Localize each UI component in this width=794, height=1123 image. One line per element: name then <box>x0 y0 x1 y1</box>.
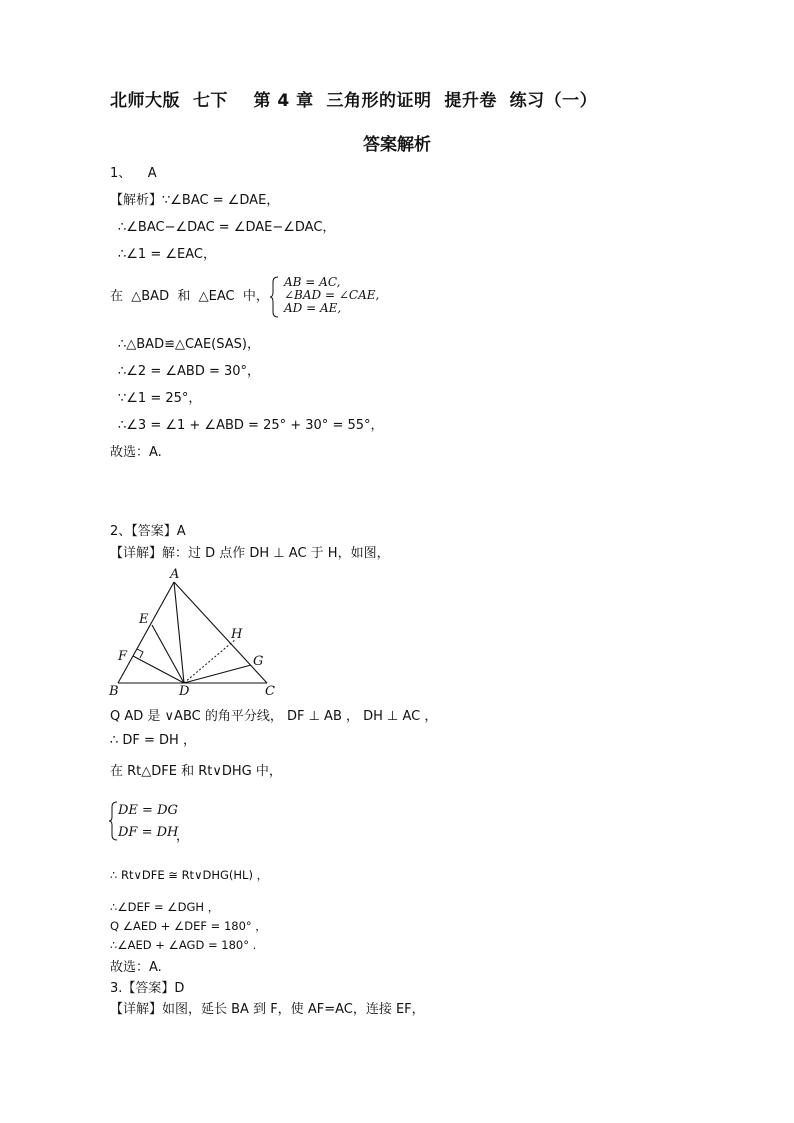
label-h: H <box>231 627 243 642</box>
q2-number: 2、【答案】A <box>110 524 186 539</box>
document-title: 北师大版 七下 第 4 章 三角形的证明 提升卷 练习（一） <box>110 91 598 111</box>
q1-line-6: ∴∠2 = ∠ABD = 30°， <box>118 364 261 379</box>
label-b: B <box>109 684 119 699</box>
q2-line-4: 在 Rt△DFE 和 Rt∨DHG 中， <box>110 764 282 779</box>
q2-system-eq-1: DE = DG <box>118 803 178 818</box>
q1-line-4: 在 △BAD 和 △EAC 中， <box>110 289 269 304</box>
q1-equation-system <box>276 276 379 315</box>
label-c: C <box>265 684 275 699</box>
q2-system-end: ， <box>176 829 190 844</box>
q1-line-1: 【解析】∵∠BAC = ∠DAE， <box>110 193 280 208</box>
label-g: G <box>253 654 264 669</box>
q2-line-1: 【详解】解：过 D 点作 DH ⊥ AC 于 H，如图， <box>110 546 390 561</box>
q1-line-8: ∴∠3 = ∠1 + ∠ABD = 25° + 30° = 55°， <box>118 418 384 433</box>
q2-line-3: ∴ DF = DH ， <box>110 733 196 748</box>
label-e: E <box>139 612 149 627</box>
q2-line-7: Q ∠AED + ∠DEF = 180° ， <box>110 919 267 933</box>
q2-line-8: ∴∠AED + ∠AGD = 180° . <box>110 938 257 952</box>
q1-line-5: ∴△BAD≌△CAE(SAS)， <box>118 337 260 352</box>
q1-number: 1、 A <box>110 166 157 181</box>
q2-equation-system <box>110 800 178 844</box>
document-subtitle: 答案解析 <box>363 135 431 155</box>
label-f: F <box>118 649 128 664</box>
q1-line-7: ∵∠1 = 25°， <box>118 391 202 406</box>
q1-line-3: ∴∠1 = ∠EAC， <box>118 247 216 262</box>
q1-system-eq-1: AB = AC, <box>284 275 341 289</box>
q2-line-2: Q AD 是 ∨ABC 的角平分线， DF ⊥ AB ， DH ⊥ AC ， <box>110 709 438 724</box>
q2-line-5: ∴ Rt∨DFE ≅ Rt∨DHG(HL) ， <box>110 868 269 882</box>
q3-line-1: 【详解】如图，延长 BA 到 F，使 AF=AC，连接 EF， <box>110 1002 425 1017</box>
q1-line-2: ∴∠BAC−∠DAC = ∠DAE−∠DAC， <box>118 220 336 235</box>
q2-line-9: 故选：A. <box>110 960 162 975</box>
q2-system-eq-2: DF = DH <box>118 825 179 840</box>
triangle-figure <box>105 565 290 700</box>
q1-system-eq-2: ∠BAD = ∠CAE, <box>284 288 380 302</box>
label-d: D <box>179 684 190 699</box>
q3-number: 3.【答案】D <box>110 981 185 996</box>
q1-system-eq-3: AD = AE, <box>284 301 342 315</box>
right-angle-mark <box>137 649 143 658</box>
label-a: A <box>170 567 180 582</box>
side-ab <box>118 582 174 683</box>
q1-line-9: 故选：A. <box>110 445 162 460</box>
q2-line-6: ∴∠DEF = ∠DGH ， <box>110 900 220 914</box>
